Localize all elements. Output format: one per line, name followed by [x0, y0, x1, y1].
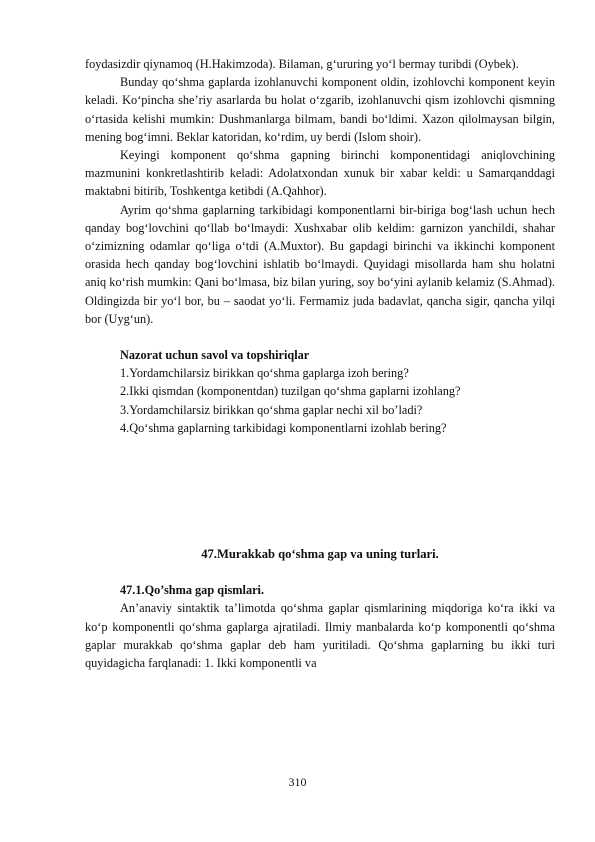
spacer: [85, 563, 555, 581]
spacer: [85, 437, 555, 545]
paragraph-chapter-intro: An’anaviy sintaktik ta’limotda qo‘shma gaplar qismlarining miqdoriga ko‘ra ikki va ko‘p komponentli qo‘shma gaplarga ajratiladi. Ilmiy manbalarda ko‘p komponentli qo‘shma gaplar murakkab qo‘shma gaplar deb ham yuritiladi. Qo‘shma gaplarning bu ikki turi quyidagicha farqlanadi: 1. Ikki komponentli va: [85, 601, 555, 671]
subsection-title: 47.1.Qo’shma gap qismlari.: [120, 583, 265, 598]
paragraph-component-order: Bunday qo‘shma gaplarda izohlanuvchi komponent oldin, izohlovchi komponent keyin keladi. Ko‘pincha she’riy asarlarda bu holat o‘zgarib, izohlanuvchi qism izohlovchi qismning o‘rtasida kelishi mumkin: Dushmanlarga bilmam, bandi bo‘ldimi. Xazon qilolmaysan bilgin, mening bog‘imni. Beklar katoridan, ko‘rdim, uy berdi (Islom shoir).: [85, 75, 555, 144]
paragraph-component-specification: Keyingi komponent qo‘shma gapning birinchi komponentidagi aniqlovchining mazmunini konkretlashtirib keladi: Adolatxondan xunuk bir xabar keldi: u Samarqanddagi maktabni bitirib, Toshkentga ketibdi (A.Qahhor).: [85, 148, 555, 199]
page-number: 310: [288, 775, 307, 789]
questions-heading: Nazorat uchun savol va topshiriqlar: [120, 348, 310, 363]
chapter-title: 47.Murakkab qo‘shma gap va uning turlari.: [201, 547, 439, 562]
paragraph-continuation: foydasizdir qiynamoq (H.Hakimzoda). Bilaman, g‘ururing yo‘l bermay turibdi (Oybek).: [85, 57, 519, 71]
question-item-1: 1.Yordamchilarsiz birikkan qo‘shma gaplarga izoh bering?: [120, 366, 409, 381]
question-item-3: 3.Yordamchilarsiz birikkan qo‘shma gaplar nechi xil bo’ladi?: [120, 402, 423, 417]
spacer: [85, 328, 555, 346]
page-body: [85, 55, 555, 672]
question-item-2: 2.Ikki qismdan (komponentdan) tuzilgan qo‘shma gaplarni izohlang?: [120, 384, 461, 399]
question-item-4: 4.Qo‘shma gaplarning tarkibidagi komponentlarni izohlab bering?: [120, 420, 447, 435]
paragraph-no-conjunction: Ayrim qo‘shma gaplarning tarkibidagi komponentlarni bir-biriga bog‘lash uchun hech qanday bog‘lovchini qo‘llab bo‘lmaydi: Xushxabar olib keldim: garnizon yanchildi, shahar o‘zimizning odamlar qo‘liga o‘tdi (A.Muxtor). Bu gapdagi birinchi va ikkinchi komponent orasida hech qanday bog‘lovchini ishlatib bo‘lmaydi. Quyidagi misollarda ham shu holatni aniq ko‘rish mumkin: Qani bo‘lmasa, biz bilan yuring, soy bo‘yini aylanib kelamiz (S.Ahmad). Oldingizda bir yo‘l bor, bu – saodat yo‘li. Fermamiz juda badavlat, qancha sigir, qancha yilqi bor (Uyg‘un).: [85, 202, 555, 326]
